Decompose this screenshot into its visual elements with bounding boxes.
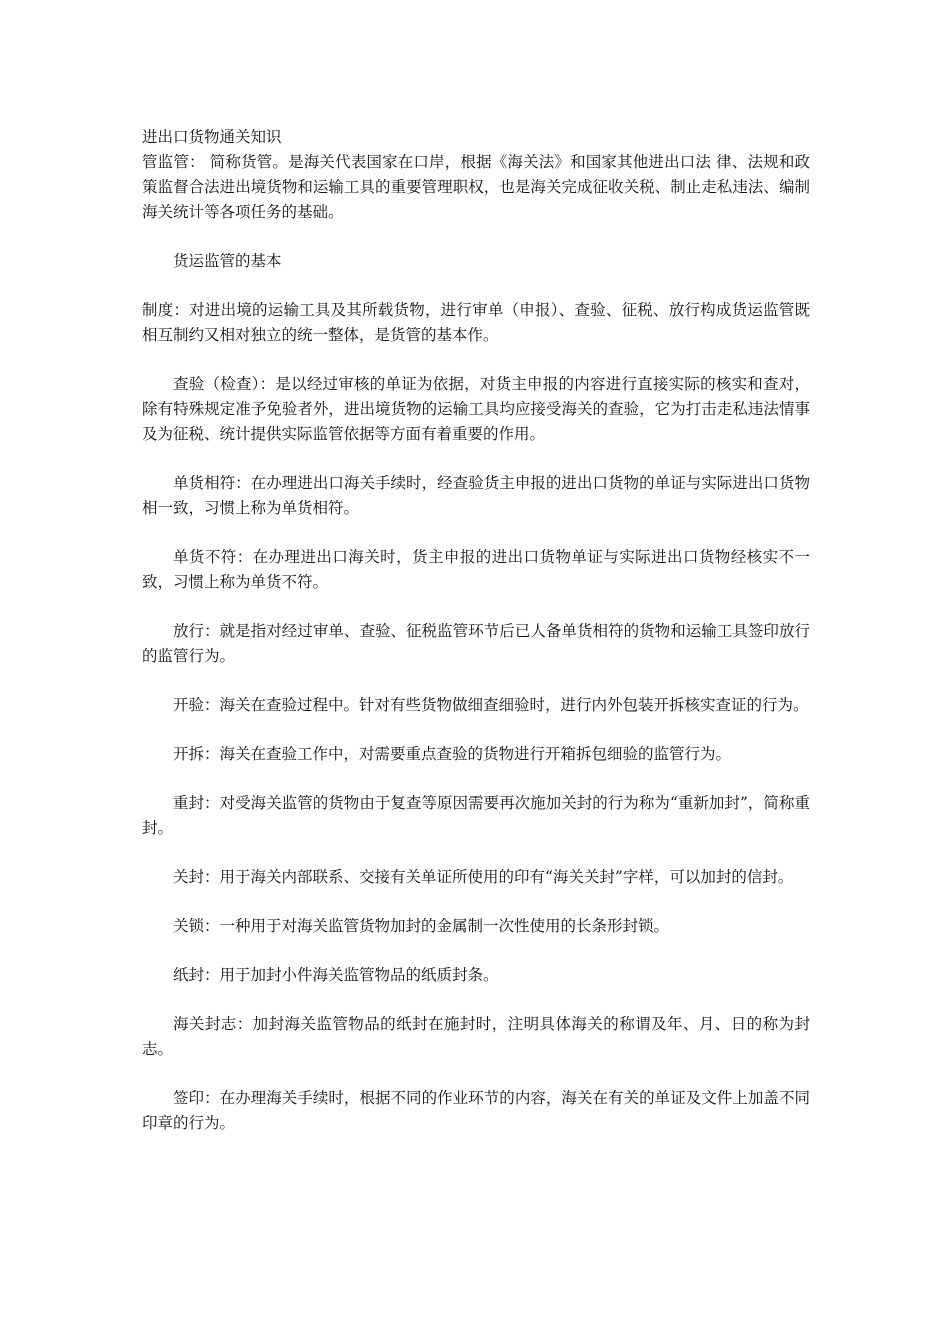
paragraph-stamp: 签印：在办理海关手续时，根据不同的作业环节的内容，海关在有关的单证及文件上加盖不同印章的行为。: [142, 1089, 810, 1132]
paragraph-customs-seal-mark: 海关封志：加封海关监管物品的纸封在施封时，注明具体海关的称谓及年、月、日的称为封志。: [142, 1015, 810, 1058]
paragraph-customs-envelope: 关封：用于海关内部联系、交接有关单证所使用的印有“海关关封”字样，可以加封的信封。: [173, 868, 794, 886]
spacer: [142, 521, 810, 545]
spacer: [142, 595, 810, 619]
paragraph-reseal: 重封：对受海关监管的货物由于复查等原因需要再次施加关封的行为称为“重新加封”，简称重封。: [142, 794, 810, 837]
paragraph-open-inspection: 开验：海关在查验过程中。针对有些货物做细查细验时，进行内外包装开拆核实查证的行为。: [173, 696, 809, 714]
document-page: [142, 125, 810, 1136]
spacer: [142, 988, 810, 1012]
paragraph-customs-lock: 关锁：一种用于对海关监管货物加封的金属制一次性使用的长条形封锁。: [173, 917, 670, 935]
spacer: [142, 841, 810, 865]
paragraph-unpack: 开拆：海关在查验工作中，对需要重点查验的货物进行开箱拆包细验的监管行为。: [173, 745, 732, 763]
spacer: [142, 669, 810, 693]
spacer: [142, 274, 810, 298]
spacer: [142, 890, 810, 914]
spacer: [142, 348, 810, 372]
section-heading: 货运监管的基本: [173, 252, 282, 270]
paragraph-release: 放行：就是指对经过审单、查验、征税监管环节后已人备单货相符的货物和运输工具签印放行的监管行为。: [142, 622, 810, 665]
spacer: [142, 447, 810, 471]
system-paragraph: 制度：对进出境的运输工具及其所载货物，进行审单（申报）、查验、征税、放行构成货运监管既相互制约又相对独立的统一整体，是货管的基本作。: [142, 301, 810, 344]
paragraph-paper-seal: 纸封：用于加封小件海关监管物品的纸质封条。: [173, 966, 499, 984]
document-title: 进出口货物通关知识: [142, 128, 282, 146]
paragraph-inspection: 查验（检查）：是以经过审核的单证为依据，对货主申报的内容进行直接实际的核实和查对，除有特殊规定准予免验者外，进出境货物的运输工具均应接受海关的查验，它为打击走私违法情事及为征税、统计提供实际监管依据等方面有着重要的作用。: [142, 375, 810, 443]
paragraph-goods-mismatch: 单货不符：在办理进出口海关时，货主申报的进出口货物单证与实际进出口货物经核实不一致，习惯上称为单货不符。: [142, 548, 810, 591]
spacer: [142, 225, 810, 249]
intro-paragraph: 管监管： 简称货管。是海关代表国家在口岸，根据《海关法》和国家其他进出口法 律、法规和政策监督合法进出境货物和运输工具的重要管理职权，也是海关完成征收关税、制止走私违法、编制海关统计等各项任务的基础。: [142, 153, 810, 221]
paragraph-goods-match: 单货相符：在办理进出口海关手续时，经查验货主申报的进出口货物的单证与实际进出口货物相一致，习惯上称为单货相符。: [142, 474, 810, 517]
spacer: [142, 1062, 810, 1086]
spacer: [142, 767, 810, 791]
spacer: [142, 939, 810, 963]
spacer: [142, 718, 810, 742]
